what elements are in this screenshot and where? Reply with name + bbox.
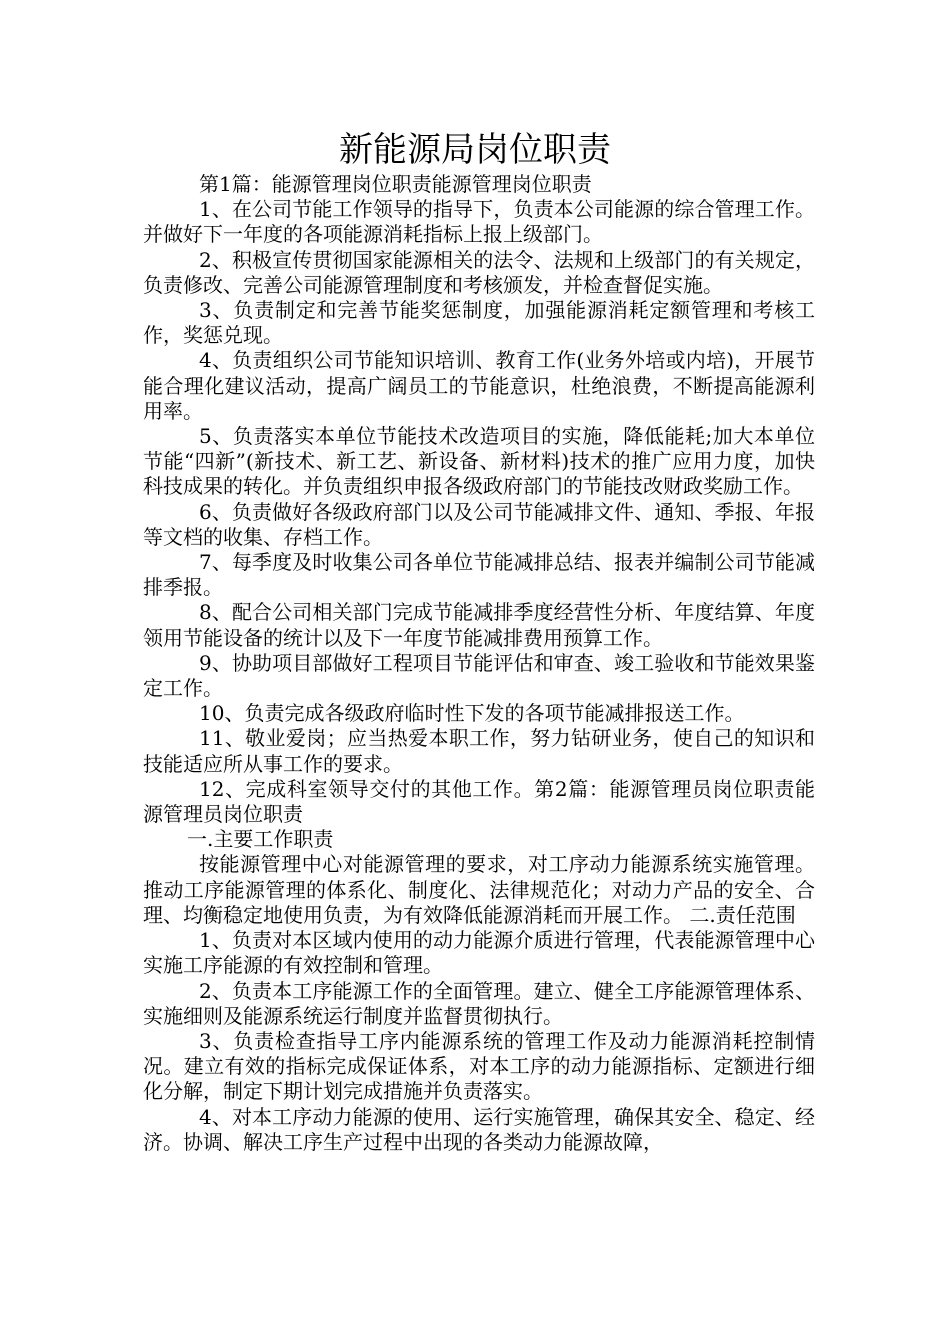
paragraph-item-4: 4、负责组织公司节能知识培训、教育工作(业务外培或内培)，开展节能合理化建议活动，提高广阔员工的节能意识，杜绝浪费，不断提高能源利用率。 <box>143 348 815 423</box>
paragraph-item-12: 12、完成科室领导交付的其他工作。第2篇：能源管理员岗位职责能源管理员岗位职责 <box>143 776 815 827</box>
paragraph-item-3: 3、负责制定和完善节能奖惩制度，加强能源消耗定额管理和考核工作，奖惩兑现。 <box>143 298 815 348</box>
paragraph-scope-item-1: 1、负责对本区域内使用的动力能源介质进行管理，代表能源管理中心实施工序能源的有效控制和管理。 <box>143 928 815 978</box>
paragraph-item-6: 6、负责做好各级政府部门以及公司节能减排文件、通知、季报、年报等文档的收集、存档工作。 <box>143 499 815 549</box>
paragraph-item-5: 5、负责落实本单位节能技术改造项目的实施，降低能耗;加大本单位节能“四新”(新技术、新工艺、新设备、新材料)技术的推广应用力度，加快科技成果的转化。并负责组织申报各级政府部门的节能技改财政奖励工作。 <box>143 424 815 499</box>
document-title: 新能源局岗位职责 <box>339 130 611 170</box>
paragraph-item-2: 2、积极宣传贯彻国家能源相关的法令、法规和上级部门的有关规定，负责修改、完善公司能源管理制度和考核颁发，并检查督促实施。 <box>143 247 815 297</box>
paragraph-scope-item-3: 3、负责检查指导工序内能源系统的管理工作及动力能源消耗控制情况。建立有效的指标完成保证体系，对本工序的动力能源指标、定额进行细化分解，制定下期计划完成措施并负责落实。 <box>143 1028 815 1104</box>
part1-heading: 第1篇：能源管理岗位职责能源管理岗位职责 <box>199 172 592 196</box>
paragraph-item-10: 10、负责完成各级政府临时性下发的各项节能减排报送工作。 <box>199 701 745 726</box>
paragraph-main-duties: 按能源管理中心对能源管理的要求，对工序动力能源系统实施管理。推动工序能源管理的体系化、制度化、法律规范化；对动力产品的安全、合理、均衡稳定地使用负责，为有效降低能源消耗而开展工作。 二.责任范围 <box>143 852 815 927</box>
paragraph-item-7: 7、每季度及时收集公司各单位节能减排总结、报表并编制公司节能减排季报。 <box>143 550 815 600</box>
paragraph-item-9: 9、协助项目部做好工程项目节能评估和审查、竣工验收和节能效果鉴定工作。 <box>143 650 815 701</box>
paragraph-item-11: 11、敬业爱岗；应当热爱本职工作，努力钻研业务，使自己的知识和技能适应所从事工作的要求。 <box>143 726 815 776</box>
paragraph-scope-item-2: 2、负责本工序能源工作的全面管理。建立、健全工序能源管理体系、实施细则及能源系统运行制度并监督贯彻执行。 <box>143 978 815 1028</box>
paragraph-item-8: 8、配合公司相关部门完成节能减排季度经营性分析、年度结算、年度领用节能设备的统计以及下一年度节能减排费用预算工作。 <box>143 600 815 650</box>
section-heading-main-duties: 一.主要工作职责 <box>187 827 334 852</box>
paragraph-scope-item-4: 4、对本工序动力能源的使用、运行实施管理，确保其安全、稳定、经济。协调、解决工序生产过程中出现的各类动力能源故障， <box>143 1104 815 1154</box>
document-body <box>143 172 815 1155</box>
paragraph-item-1: 1、在公司节能工作领导的指导下，负责本公司能源的综合管理工作。并做好下一年度的各项能源消耗指标上报上级部门。 <box>143 197 815 247</box>
